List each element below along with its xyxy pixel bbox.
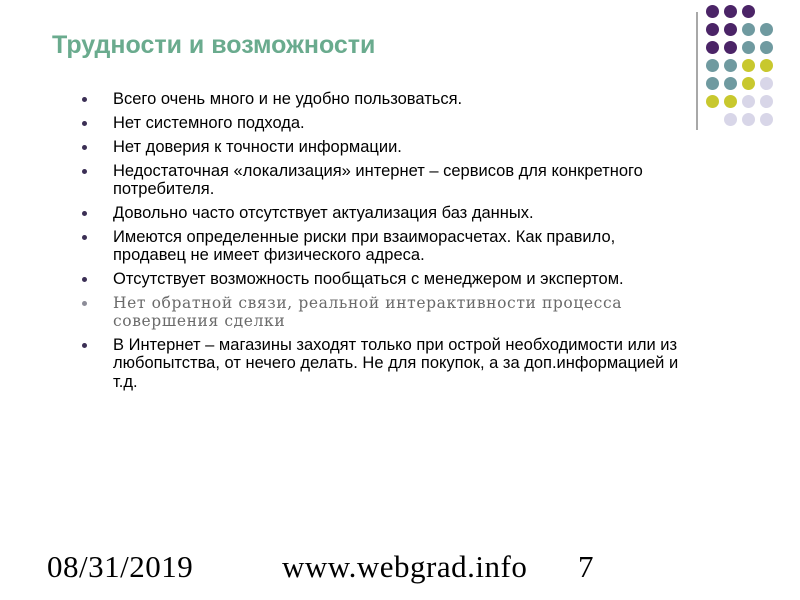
decorative-dot	[742, 77, 755, 90]
footer-page-number: 7	[578, 549, 594, 584]
decorative-dot	[706, 95, 719, 108]
decorative-dot	[724, 95, 737, 108]
decorative-dot	[760, 23, 773, 36]
decorative-dot	[760, 95, 773, 108]
bullet-item: Довольно часто отсутствует актуализация баз данных.	[82, 204, 682, 222]
bullet-item: В Интернет – магазины заходят только при острой необходимости или из любопытства, от нечего делать. Не для покупок, а за доп.информацией и т.д.	[82, 336, 682, 391]
decorative-dot	[706, 59, 719, 72]
bullet-item: Имеются определенные риски при взаиморасчетах. Как правило, продавец не имеет физического адреса.	[82, 228, 682, 265]
decorative-dot	[724, 41, 737, 54]
decorative-dot	[760, 41, 773, 54]
decorative-dot	[724, 113, 737, 126]
decorative-dot	[760, 113, 773, 126]
bullet-item: Нет обратной связи, реальной интерактивности процесса совершения сделки	[82, 294, 682, 331]
decorative-vertical-line	[696, 12, 698, 130]
decorative-dot	[742, 41, 755, 54]
decorative-dot	[742, 95, 755, 108]
decorative-dot	[706, 77, 719, 90]
decorative-dot	[742, 113, 755, 126]
decorative-dot	[742, 5, 755, 18]
slide-title: Трудности и возможности	[52, 31, 376, 59]
decorative-dot	[724, 59, 737, 72]
decorative-dot	[760, 59, 773, 72]
bullet-item: Всего очень много и не удобно пользоваться.	[82, 90, 682, 108]
decorative-dot	[742, 59, 755, 72]
footer-date: 08/31/2019	[47, 549, 194, 584]
decorative-dot	[706, 41, 719, 54]
decorative-dot	[724, 77, 737, 90]
decorative-dot	[706, 23, 719, 36]
bullet-list	[82, 90, 682, 397]
decorative-dot	[742, 23, 755, 36]
bullet-item: Недостаточная «локализация» интернет – сервисов для конкретного потребителя.	[82, 162, 682, 199]
decorative-dot	[724, 23, 737, 36]
decorative-dot	[724, 5, 737, 18]
bullet-item: Нет доверия к точности информации.	[82, 138, 682, 156]
decorative-dot	[706, 5, 719, 18]
footer-website: www.webgrad.info	[282, 549, 528, 584]
bullet-item: Отсутствует возможность пообщаться с менеджером и экспертом.	[82, 270, 682, 288]
decorative-dot	[760, 77, 773, 90]
bullet-item: Нет системного подхода.	[82, 114, 682, 132]
